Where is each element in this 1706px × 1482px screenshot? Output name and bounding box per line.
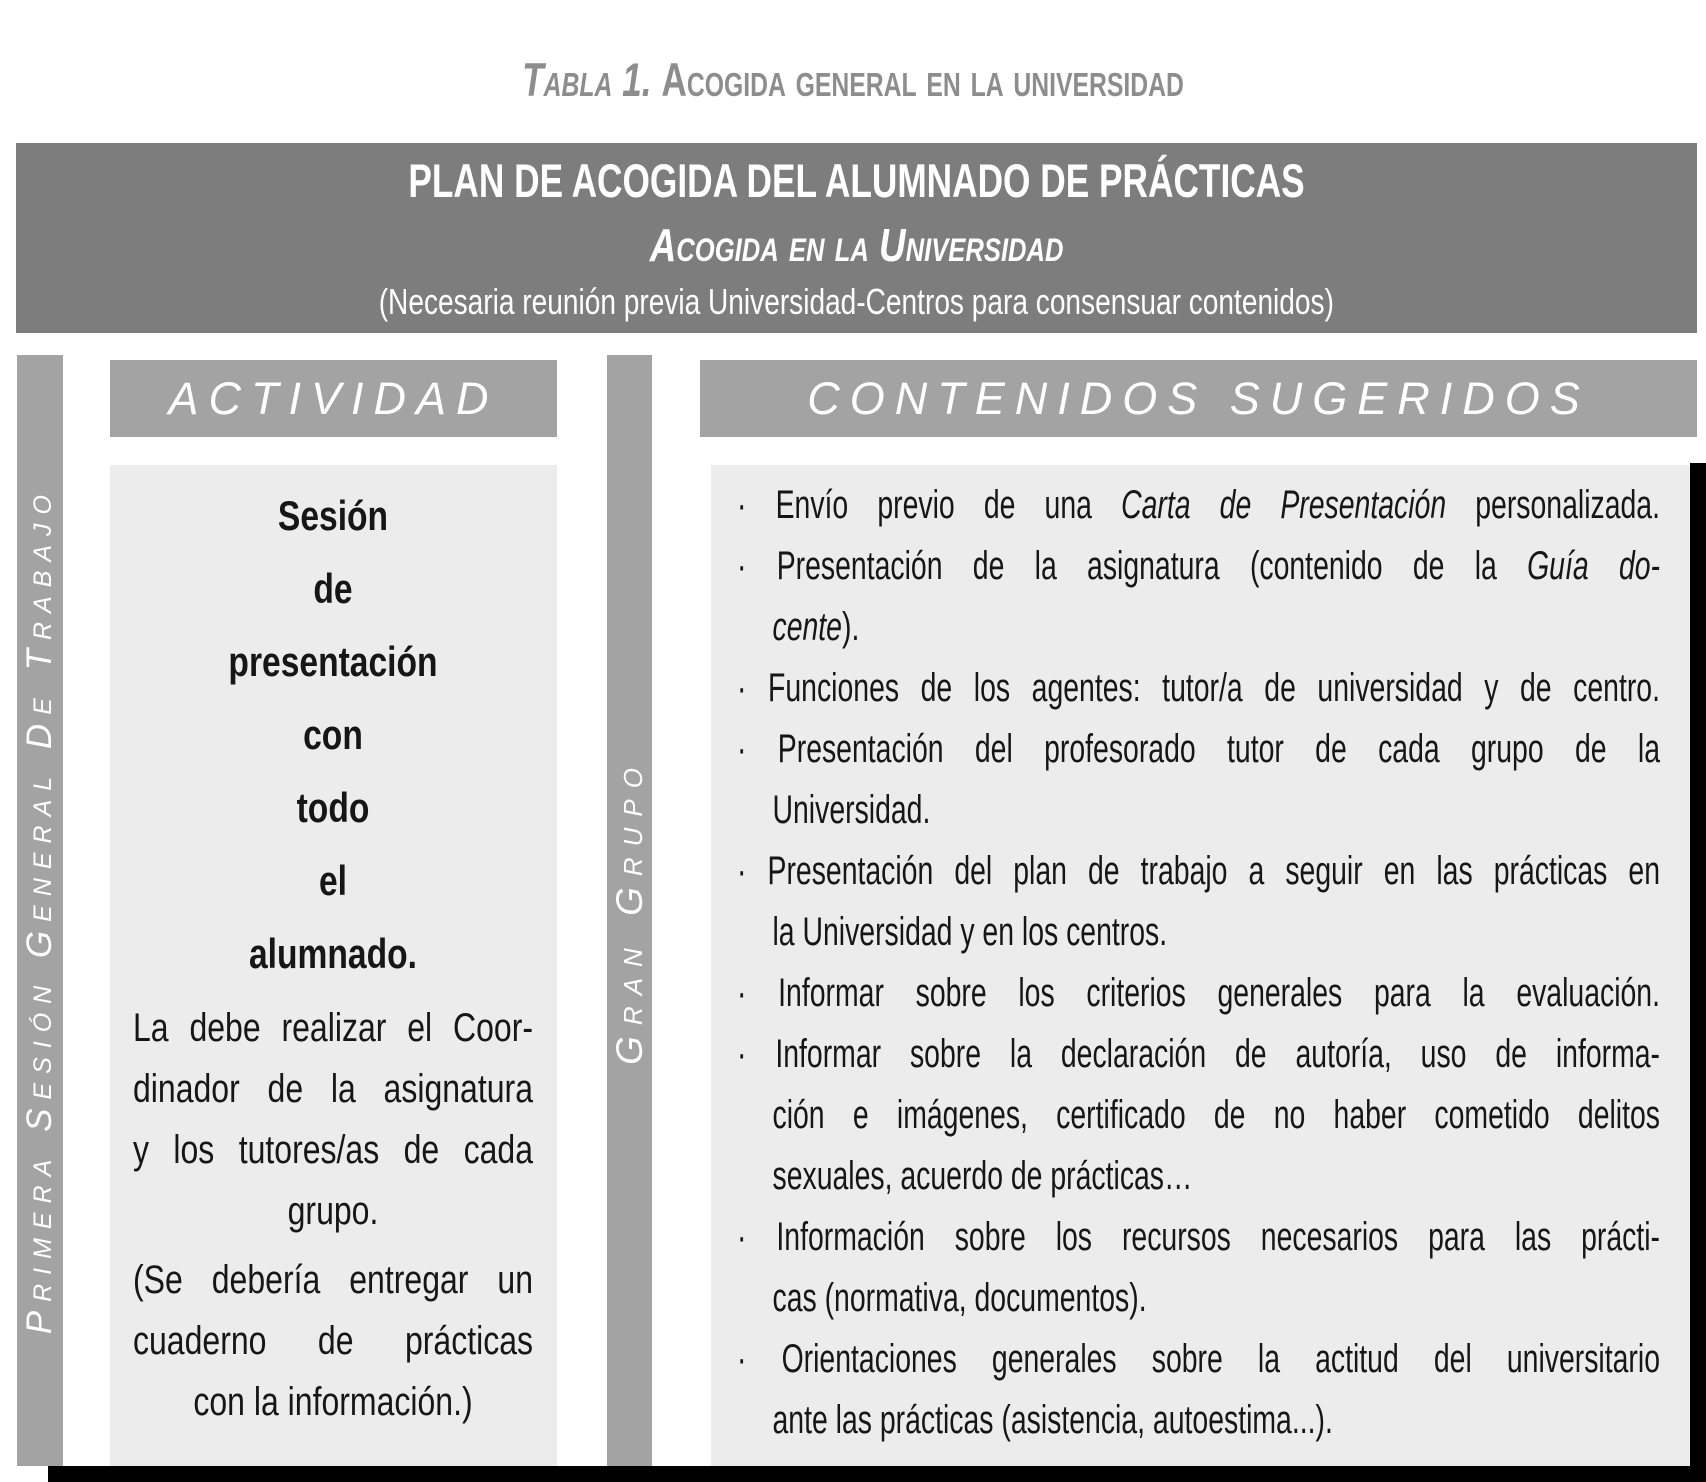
- contents-line: [737, 536, 1660, 597]
- contents-text: · Información sobre los recursos necesarios para las prácti-: [737, 1215, 1660, 1259]
- contents-text: ).: [841, 605, 860, 649]
- row-label-bar: [17, 355, 63, 1466]
- header-subtitle: Acogida en la Universidad: [649, 218, 1064, 271]
- activity-title-line: alumnado.: [248, 930, 418, 977]
- contents-text: cas (normativa, documentos).: [772, 1276, 1147, 1320]
- contents-line: [737, 1390, 1660, 1451]
- column-header-activity-text: ACTIVIDAD: [168, 372, 499, 424]
- table-caption-text: Acogida general en la universidad: [661, 53, 1184, 106]
- table-header-band: [16, 143, 1697, 333]
- activity-paragraph-line: La debe realizar el Coor-: [133, 1006, 533, 1050]
- activity-title-line: todo: [296, 784, 370, 831]
- header-plan-title: PLAN DE ACOGIDA DEL ALUMNADO DE PRÁCTICAS: [408, 153, 1305, 207]
- contents-line: [737, 1024, 1660, 1085]
- table-shadow-bottom: [48, 1466, 1706, 1482]
- contents-italic-text: Guía do-: [1527, 544, 1660, 588]
- contents-italic-text: cente: [772, 605, 842, 649]
- contents-text: Universidad.: [772, 788, 931, 832]
- contents-line: [737, 475, 1660, 536]
- header-note: (Necesaria reunión previa Universidad-Centros para consensuar contenidos): [378, 281, 1335, 323]
- activity-paragraph-line: grupo.: [287, 1189, 379, 1233]
- contents-text: · Informar sobre los criterios generales para la evaluación.: [737, 971, 1660, 1015]
- contents-list: [737, 465, 1660, 1451]
- activity-text: [133, 465, 533, 1433]
- activity-paragraph-line: (Se debería entregar un: [133, 1258, 533, 1302]
- activity-title-line: Sesión: [277, 492, 389, 539]
- table-shadow-right: [1690, 463, 1706, 1482]
- contents-line: [737, 597, 1660, 658]
- column-header-contents-text: CONTENIDOS SUGERIDOS: [807, 372, 1590, 424]
- column-header-contents: [700, 360, 1697, 437]
- contents-text: · Informar sobre la declaración de autoría, uso de informa-: [737, 1032, 1660, 1076]
- contents-line: [737, 963, 1660, 1024]
- contents-italic-text: Carta de Presentación: [1121, 483, 1447, 527]
- contents-text: ante las prácticas (asistencia, autoestima...).: [772, 1398, 1333, 1442]
- contents-text: · Funciones de los agentes: tutor/a de universidad y de centro.: [737, 666, 1660, 710]
- contents-line: [737, 1329, 1660, 1390]
- activity-title-line: de: [313, 565, 353, 612]
- activity-paragraph-line: dinador de la asignatura: [133, 1067, 533, 1111]
- activity-paragraph-line: con la información.): [193, 1380, 473, 1424]
- row-label-text: Primera Sesión General De Trabajo: [20, 486, 59, 1335]
- contents-text: personalizada.: [1446, 483, 1660, 527]
- contents-line: [737, 1146, 1660, 1207]
- contents-line: [737, 719, 1660, 780]
- contents-text: · Presentación del profesorado tutor de cada grupo de la: [737, 727, 1660, 771]
- contents-text: sexuales, acuerdo de prácticas…: [772, 1154, 1193, 1198]
- activity-paragraph-line: cuaderno de prácticas: [133, 1319, 533, 1363]
- contents-text: · Presentación de la asignatura (contenido de la: [737, 544, 1528, 588]
- activity-title-line: presentación: [228, 638, 438, 685]
- table-caption-number: Tabla 1.: [522, 53, 662, 106]
- group-label-text: Gran Grupo: [608, 756, 650, 1065]
- contents-text: ción e imágenes, certificado de no haber cometido delitos: [772, 1093, 1660, 1137]
- contents-line: [737, 780, 1660, 841]
- contents-text: la Universidad y en los centros.: [772, 910, 1168, 954]
- contents-text: · Envío previo de una: [737, 483, 1122, 527]
- column-header-activity: [110, 360, 557, 437]
- table-caption: [213, 52, 1493, 107]
- activity-title-line: el: [318, 857, 348, 904]
- activity-paragraph-line: y los tutores/as de cada: [133, 1128, 533, 1172]
- contents-line: [737, 902, 1660, 963]
- contents-line: [737, 658, 1660, 719]
- group-label-bar: [607, 355, 652, 1466]
- activity-title-line: con: [303, 711, 363, 758]
- contents-line: [737, 1268, 1660, 1329]
- contents-line: [737, 1207, 1660, 1268]
- contents-text: · Orientaciones generales sobre la actitud del universitario: [737, 1337, 1660, 1381]
- contents-text: · Presentación del plan de trabajo a seguir en las prácticas en: [737, 849, 1660, 893]
- activity-paragraph: [133, 1250, 533, 1433]
- contents-line: [737, 841, 1660, 902]
- contents-cell: [711, 465, 1690, 1466]
- contents-line: [737, 1085, 1660, 1146]
- activity-cell: [110, 465, 557, 1466]
- activity-paragraph: [133, 998, 533, 1242]
